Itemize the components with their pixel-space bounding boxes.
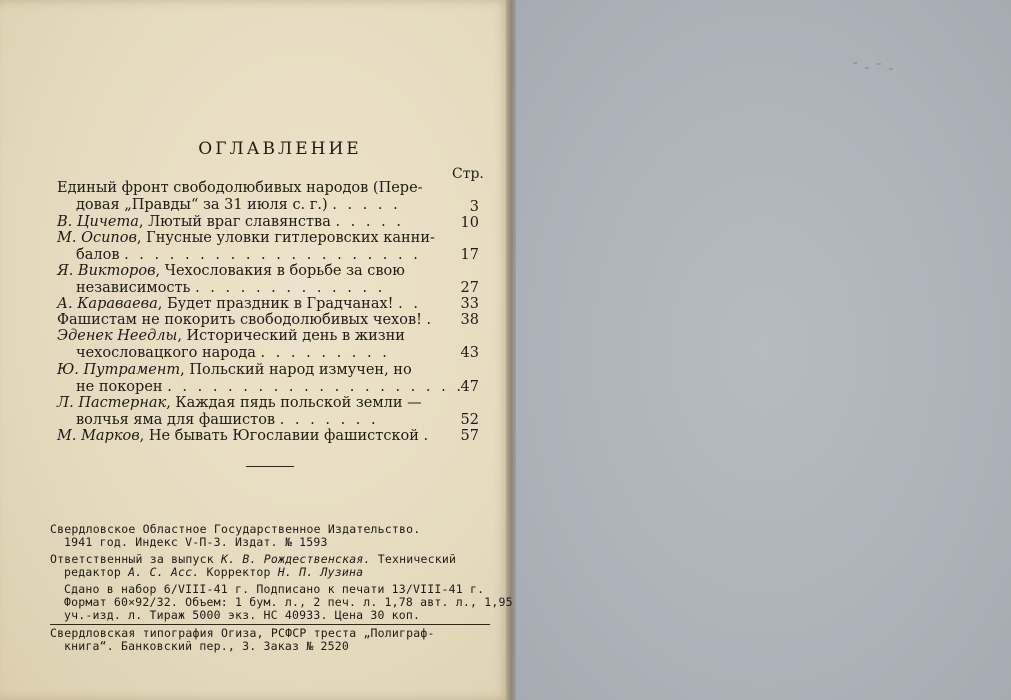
toc-entry-5-line1: А. Караваева, Будет праздник в Градчанах! . . — [57, 296, 421, 312]
imprint-responsible-line2: редактор А. С. Асс. Корректор Н. П. Лузина — [64, 565, 364, 579]
toc-entry-8-page: 47 — [460, 379, 479, 395]
toc-entry-6-line1: Фашистам не покорить свободолюбивых чехов! . — [57, 312, 435, 328]
toc-entry-8-line1: Ю. Путрамент, Польский народ измучен, но — [57, 362, 412, 378]
paper-specks — [851, 58, 901, 78]
imprint-printer-line1: Свердловская типография Огиза, РСФСР треста „Полиграф- — [50, 626, 435, 640]
toc-entry-9-page: 52 — [460, 412, 479, 428]
toc-entry-3-page: 17 — [460, 247, 479, 263]
imprint-divider — [50, 624, 490, 625]
right-page-blank — [516, 0, 1011, 700]
toc-entry-6-page: 38 — [460, 312, 479, 328]
toc-entry-1-line2: довая „Правды“ за 31 июля с. г.) . . . . . — [76, 197, 401, 213]
toc-entry-9-line2: волчья яма для фашистов . . . . . . . — [76, 412, 379, 428]
toc-entry-7-line1: Эденек Неедлы, Исторический день в жизни — [57, 328, 405, 344]
toc-entry-7-page: 43 — [460, 345, 479, 361]
toc-entry-3-line2: балов . . . . . . . . . . . . . . . . . . . . — [76, 247, 421, 263]
toc-entry-4-leader: . . . . . . . . . . . . . — [195, 280, 386, 296]
imprint-print-line2: Формат 60×92/32. Объем: 1 бум. л., 2 печ. л. 1,78 авт. л., 1,95 — [64, 595, 513, 609]
toc-entry-4-page: 27 — [460, 280, 479, 296]
toc-entry-8-line2: не покорен . . . . . . . . . . . . . . . . . . . . — [76, 379, 464, 395]
imprint-publisher-line2: 1941 год. Индекс V-П-3. Издат. № 1593 — [64, 535, 328, 549]
toc-entry-3-line1: М. Осипов, Гнусные уловки гитлеровских канни- — [57, 230, 435, 246]
imprint-responsible-line1: Ответственный за выпуск К. В. Рождественская. Технический — [50, 552, 457, 566]
toc-entry-2-page: 10 — [460, 215, 479, 231]
toc-entry-4-line2: независимость — [76, 280, 191, 296]
imprint-print-line1: Сдано в набор 6/VIII-41 г. Подписано к печати 13/VIII-41 г. — [64, 582, 485, 596]
toc-entry-10-page: 57 — [460, 428, 479, 444]
toc-entry-9-line1: Л. Пастернак, Каждая пядь польской земли — — [57, 395, 422, 411]
section-divider — [246, 466, 294, 467]
toc-title: ОГЛАВЛЕНИЕ — [198, 139, 362, 159]
toc-entry-1-page: 3 — [469, 199, 479, 215]
toc-entry-5-page: 33 — [460, 296, 479, 312]
toc-entry-4-line1: Я. Викторов, Чехословакия в борьбе за свою — [57, 263, 405, 279]
imprint-print-line3: уч.-изд. л. Тираж 5000 экз. НС 40933. Цена 30 коп. — [64, 608, 421, 622]
toc-entry-10-line1: М. Марков, Не бывать Югославии фашистской . — [57, 428, 432, 444]
toc-entry-7-line2: чехословацкого народа . . . . . . . . . — [76, 345, 390, 361]
imprint-publisher-line1: Свердловское Областное Государственное Издательство. — [50, 522, 421, 536]
imprint-printer-line2: книга“. Банковский пер., 3. Заказ № 2520 — [64, 639, 349, 653]
toc-entry-2-line1: В. Цичета, Лютый враг славянства . . . . . — [57, 214, 404, 230]
pages-column-header: Стр. — [452, 166, 484, 182]
toc-entry-1-line1: Единый фронт свободолюбивых народов (Пере- — [57, 180, 423, 196]
